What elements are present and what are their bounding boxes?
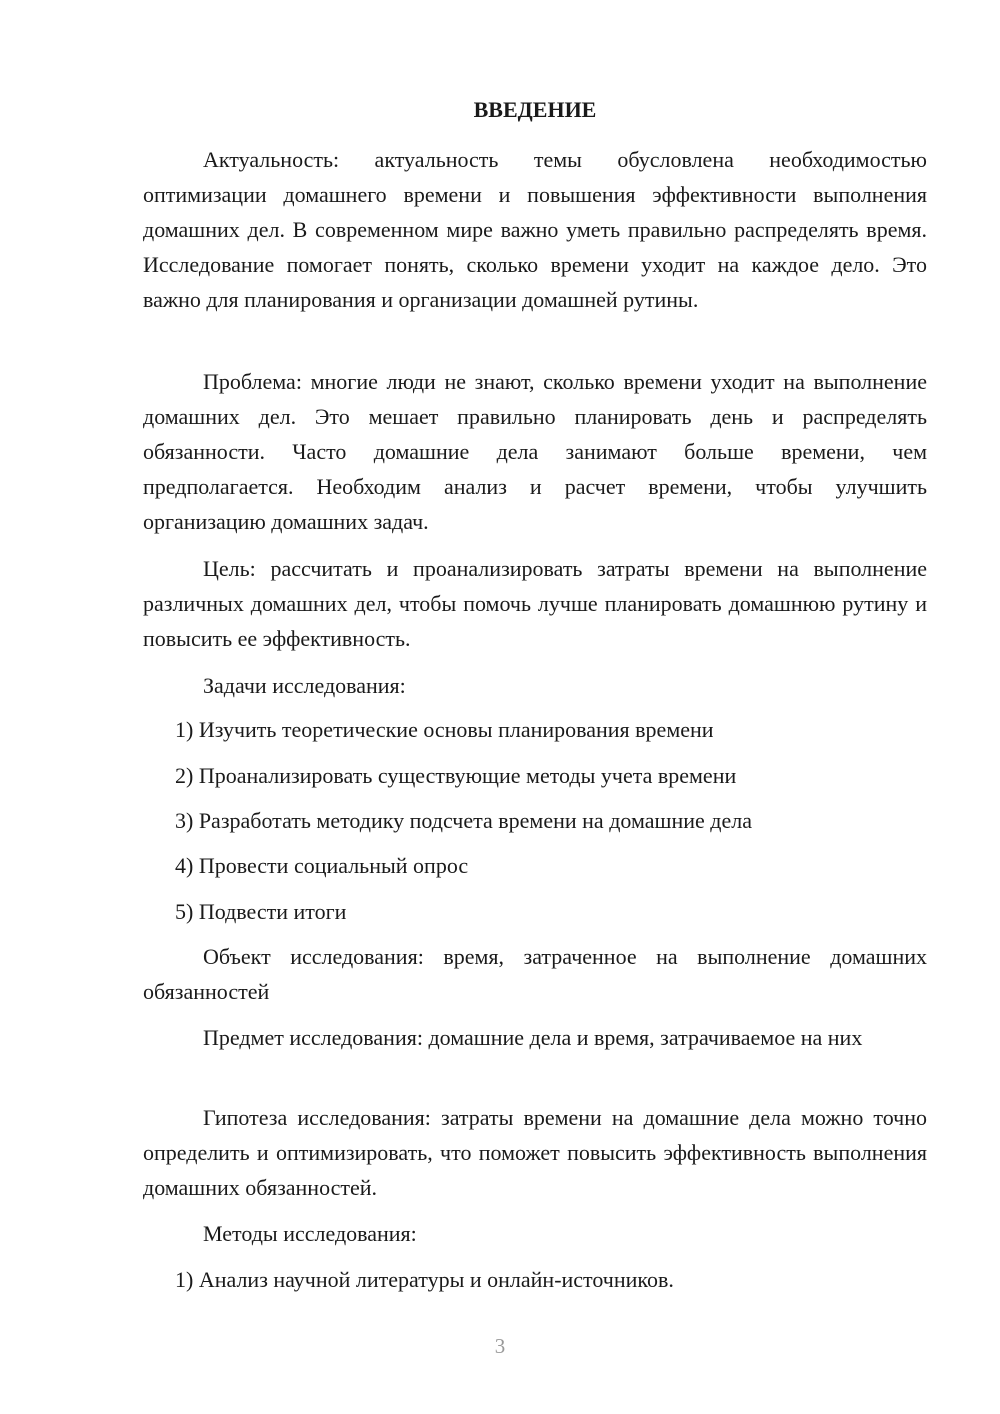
list-item: 1) Анализ научной литературы и онлайн-источников. [175,1267,674,1292]
hypothesis-paragraph: Гипотеза исследования: затраты времени на домашние дела можно точно определить и оптимизировать, что поможет повысить эффективность выполнения домашних обязанностей. [143,1105,927,1200]
methods-heading: Методы исследования: [203,1221,417,1246]
page-number: 3 [494,1334,506,1358]
page-title: ВВЕДЕНИЕ [473,97,597,122]
list-item: 4) Провести социальный опрос [175,853,469,878]
object-paragraph: Объект исследования: время, затраченное на выполнение домашних обязанностей [143,944,927,1004]
problem-paragraph: Проблема: многие люди не знают, сколько времени уходит на выполнение домашних дел. Это мешает правильно планировать день и распределять обязанности. Часто домашние дела занимают больше времени, чем предполагается. Необходим анализ и расчет времени, чтобы улучшить организацию домашних задач. [143,369,927,534]
list-item: 5) Подвести итоги [175,899,347,924]
goal-paragraph: Цель: рассчитать и проанализировать затраты времени на выполнение различных домашних дел, чтобы помочь лучше планировать домашнюю рутину и повысить ее эффективность. [143,556,927,651]
list-item: 3) Разработать методику подсчета времени на домашние дела [175,808,752,833]
subject-paragraph: Предмет исследования: домашние дела и время, затрачиваемое на них [203,1025,863,1050]
relevance-paragraph: Актуальность: актуальность темы обусловлена необходимостью оптимизации домашнего времени и повышения эффективности выполнения домашних дел. В современном мире важно уметь правильно распределять время. Исследование помогает понять, сколько времени уходит на каждое дело. Это важно для планирования и организации домашней рутины. [143,147,927,312]
list-item: 1) Изучить теоретические основы планирования времени [175,717,714,742]
list-item: 2) Проанализировать существующие методы учета времени [175,763,737,788]
tasks-heading: Задачи исследования: [203,673,406,698]
